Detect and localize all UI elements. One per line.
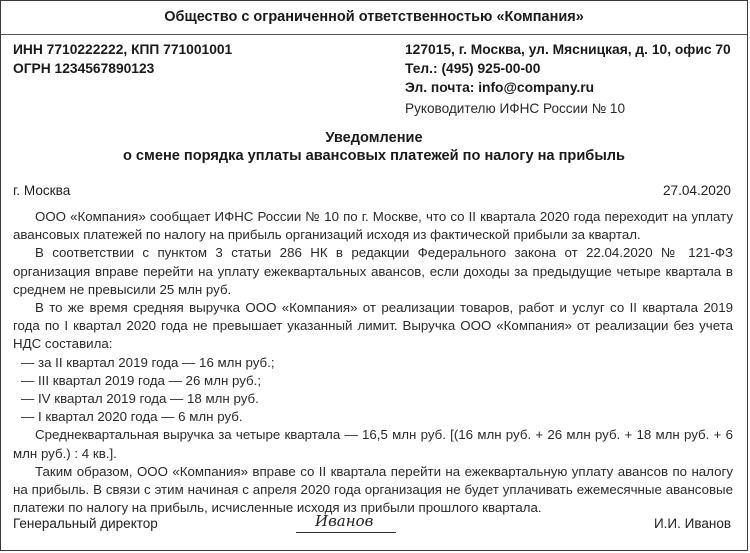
email: Эл. почта: info@company.ru	[405, 80, 595, 95]
list-item: — I квартал 2020 года — 6 млн руб.	[21, 409, 243, 425]
company-name-header: Общество с ограниченной ответственностью «Компания»	[164, 9, 584, 25]
paragraph-2: В соответствии с пунктом 3 статьи 286 НК в редакции Федерального закона от 22.04.2020 № 121-ФЗ организация вправе перейти на уплату ежеквартальных авансов, если доходы за предыдущие четыре квартала в среднем не превысили 25 млн руб.	[13, 245, 733, 297]
signatory-name: И.И. Иванов	[653, 516, 731, 531]
phone: Тел.: (495) 925-00-00	[405, 61, 541, 76]
handwritten-signature: Иванов	[315, 512, 374, 530]
requisites-left	[13, 40, 232, 78]
title-line-2: о смене порядка уплаты авансовых платежей по налогу на прибыль	[122, 148, 626, 164]
document-title	[1, 129, 747, 165]
header-divider	[1, 34, 747, 35]
paragraph-3: В то же время средняя выручка ООО «Компания» от реализации товаров, работ и услуг со II квартала 2019 года по I квартал 2020 года не превышает указанный лимит. Выручка ООО «Компания» от реализации без учета НДС составила:	[13, 300, 733, 352]
title-line-1: Уведомление	[325, 130, 423, 146]
ogrn: ОГРН 1234567890123	[13, 61, 155, 76]
document-date: 27.04.2020	[662, 183, 731, 198]
list-item: — III квартал 2019 года — 26 млн руб.;	[21, 372, 262, 388]
signature-block	[13, 513, 731, 537]
requisites-right	[405, 40, 731, 97]
paragraph-4: Среднеквартальная выручка за четыре квартала — 16,5 млн руб. [(16 млн руб. + 26 млн руб. + 18 млн руб. + 6 млн руб.) : 4 кв.].	[13, 427, 733, 461]
inn-kpp: ИНН 7710222222, КПП 771001001	[13, 42, 233, 57]
signatory-position: Генеральный директор	[13, 516, 158, 531]
document-body	[13, 208, 733, 517]
list-item: — IV квартал 2019 года — 18 млн руб.	[21, 391, 259, 407]
list-item: — за II квартал 2019 года — 16 млн руб.;	[21, 354, 275, 370]
paragraph-1: ООО «Компания» сообщает ИФНС России № 10 по г. Москве, что со II квартала 2020 года переходит на уплату авансовых платежей по налогу на прибыль организаций исходя из фактической прибыли за квартал.	[13, 209, 733, 243]
paragraph-5: Таким образом, ООО «Компания» вправе со II квартала перейти на ежеквартальную уплату авансов по налогу на прибыль. В связи с этим начиная с апреля 2020 года организация не будет уплачивать ежемесячные авансовые платежи по налогу на прибыль, исчисленные исходя из прибыли прошлого квартала.	[13, 463, 733, 516]
place: г. Москва	[13, 183, 71, 198]
address: 127015, г. Москва, ул. Мясницкая, д. 10, офис 70	[405, 42, 731, 57]
addressee: Руководителю ИФНС России № 10	[405, 101, 626, 116]
signature-line	[296, 532, 396, 533]
